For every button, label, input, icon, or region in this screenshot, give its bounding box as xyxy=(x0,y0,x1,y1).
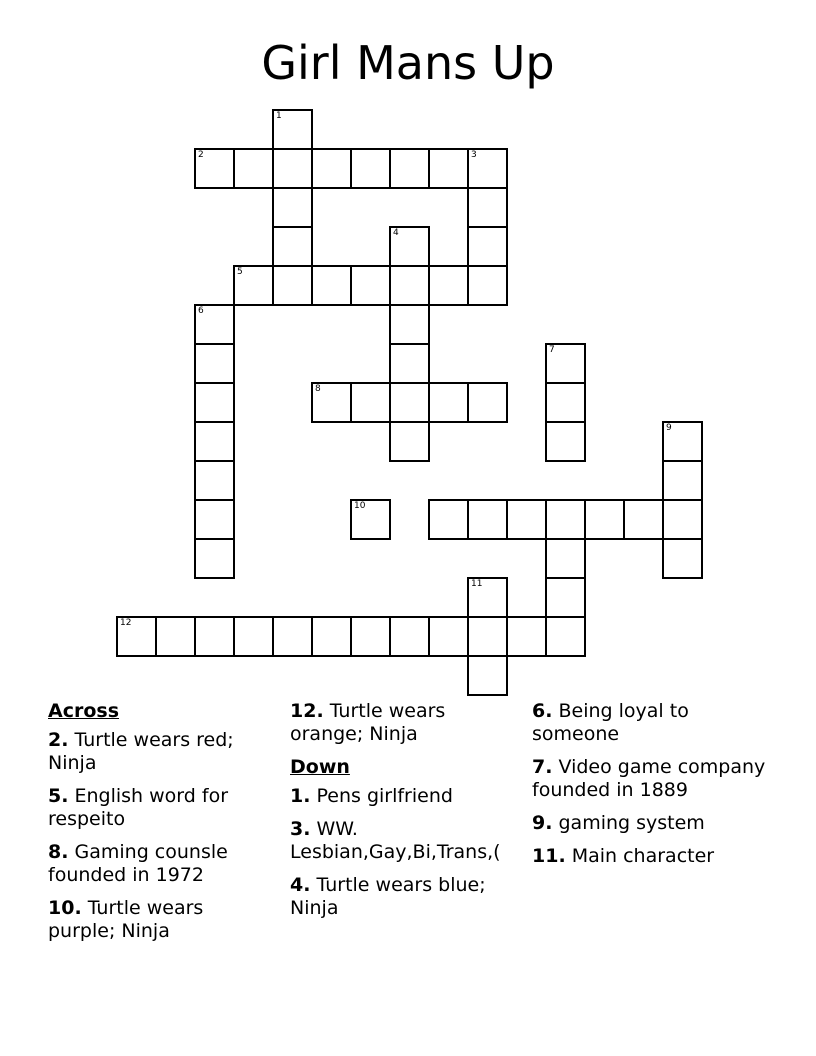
grid-cell[interactable] xyxy=(467,187,508,228)
clue-item-text: English word for respeito xyxy=(48,785,229,830)
grid-cell[interactable] xyxy=(662,460,703,501)
grid-cell[interactable] xyxy=(311,265,352,306)
grid-cell[interactable] xyxy=(311,148,352,189)
across-heading: Across xyxy=(48,700,120,722)
grid-cell[interactable] xyxy=(194,499,235,540)
grid-cell[interactable] xyxy=(428,148,469,189)
clue-item xyxy=(48,897,268,943)
grid-cell[interactable] xyxy=(194,538,235,579)
grid-cell[interactable] xyxy=(194,460,235,501)
grid-cell[interactable] xyxy=(389,304,430,345)
clue-item-number: 6. xyxy=(532,700,553,722)
clue-number: 8 xyxy=(315,384,321,394)
grid-cell[interactable] xyxy=(545,499,586,540)
grid-cell[interactable] xyxy=(272,148,313,189)
clue-item-number: 11. xyxy=(532,845,566,867)
grid-cell[interactable] xyxy=(350,148,391,189)
clue-number: 2 xyxy=(198,150,204,160)
grid-cell[interactable] xyxy=(467,265,508,306)
clue-item-number: 4. xyxy=(290,874,311,896)
grid-cell[interactable] xyxy=(272,226,313,267)
grid-cell[interactable] xyxy=(389,616,430,657)
across-clue-list-continued xyxy=(290,700,522,746)
clue-number: 11 xyxy=(471,579,483,589)
grid-cell[interactable] xyxy=(389,226,430,267)
clue-item xyxy=(48,729,268,775)
clue-item-text: Pens girlfriend xyxy=(310,785,453,807)
grid-cell[interactable] xyxy=(545,421,586,462)
grid-cell[interactable] xyxy=(545,538,586,579)
clue-number: 5 xyxy=(237,267,243,277)
down-clue-list xyxy=(290,785,522,920)
clue-item-number: 2. xyxy=(48,729,69,751)
grid-cell[interactable] xyxy=(467,148,508,189)
grid-cell[interactable] xyxy=(428,499,469,540)
grid-cell[interactable] xyxy=(350,616,391,657)
grid-cell[interactable] xyxy=(389,382,430,423)
clue-number: 9 xyxy=(666,423,672,433)
grid-cell[interactable] xyxy=(233,148,274,189)
clue-item-number: 1. xyxy=(290,785,311,807)
clue-number: 3 xyxy=(471,150,477,160)
clue-item xyxy=(532,700,772,746)
grid-cell[interactable] xyxy=(272,616,313,657)
clues-column-1 xyxy=(48,700,268,953)
grid-cell[interactable] xyxy=(194,616,235,657)
grid-cell[interactable] xyxy=(194,421,235,462)
clue-item-text: WW. Lesbian,Gay,Bi,Trans,( xyxy=(290,818,501,863)
grid-cell[interactable] xyxy=(467,226,508,267)
puzzle-title: Girl Mans Up xyxy=(261,36,555,90)
clue-number: 12 xyxy=(120,618,132,628)
grid-cell[interactable] xyxy=(311,382,352,423)
grid-cell[interactable] xyxy=(506,499,547,540)
clue-item-number: 10. xyxy=(48,897,82,919)
clue-item xyxy=(48,785,268,831)
clue-number: 4 xyxy=(393,228,399,238)
clue-item xyxy=(290,700,522,746)
clue-number: 1 xyxy=(276,111,282,121)
grid-cell[interactable] xyxy=(233,265,274,306)
grid-cell[interactable] xyxy=(194,148,235,189)
clue-item-text: Turtle wears red; Ninja xyxy=(48,729,234,774)
grid-cell[interactable] xyxy=(311,616,352,657)
grid-cell[interactable] xyxy=(662,421,703,462)
clues-column-2 xyxy=(290,700,522,930)
grid-cell[interactable] xyxy=(584,499,625,540)
grid-cell[interactable] xyxy=(467,655,508,696)
clue-item-text: Being loyal to someone xyxy=(532,700,689,745)
grid-cell[interactable] xyxy=(428,382,469,423)
grid-cell[interactable] xyxy=(272,109,313,150)
grid-cell[interactable] xyxy=(233,616,274,657)
clue-item-number: 3. xyxy=(290,818,311,840)
clue-item xyxy=(290,818,522,864)
grid-cell[interactable] xyxy=(467,382,508,423)
clue-item-text: Video game company founded in 1889 xyxy=(532,756,766,801)
clue-item-number: 12. xyxy=(290,700,324,722)
clue-number: 7 xyxy=(549,345,555,355)
grid-cell[interactable] xyxy=(662,538,703,579)
clue-item xyxy=(532,812,772,835)
grid-cell[interactable] xyxy=(272,265,313,306)
grid-cell[interactable] xyxy=(467,616,508,657)
grid-cell[interactable] xyxy=(116,616,157,657)
grid-cell[interactable] xyxy=(545,616,586,657)
clue-item-number: 5. xyxy=(48,785,69,807)
clue-number: 10 xyxy=(354,501,366,511)
clue-item-number: 9. xyxy=(532,812,553,834)
clue-item-number: 8. xyxy=(48,841,69,863)
clue-item-number: 7. xyxy=(532,756,553,778)
clue-item-text: Gaming counsle founded in 1972 xyxy=(48,841,228,886)
grid-cell[interactable] xyxy=(350,382,391,423)
grid-cell[interactable] xyxy=(545,577,586,618)
grid-cell[interactable] xyxy=(389,343,430,384)
clue-item-text: Turtle wears blue; Ninja xyxy=(290,874,486,919)
grid-cell[interactable] xyxy=(428,265,469,306)
clue-item-text: Turtle wears purple; Ninja xyxy=(48,897,204,942)
grid-cell[interactable] xyxy=(428,616,469,657)
grid-cell[interactable] xyxy=(467,499,508,540)
grid-cell[interactable] xyxy=(155,616,196,657)
grid-cell[interactable] xyxy=(389,148,430,189)
clues-column-3 xyxy=(532,700,772,878)
down-clue-list-continued xyxy=(532,700,772,868)
grid-cell[interactable] xyxy=(194,304,235,345)
clue-item xyxy=(532,845,772,868)
clue-item xyxy=(290,874,522,920)
grid-cell[interactable] xyxy=(350,499,391,540)
grid-cell[interactable] xyxy=(194,343,235,384)
clue-item xyxy=(532,756,772,802)
grid-cell[interactable] xyxy=(272,187,313,228)
clue-item-text: Turtle wears orange; Ninja xyxy=(290,700,446,745)
grid-cell[interactable] xyxy=(194,382,235,423)
grid-cell[interactable] xyxy=(662,499,703,540)
grid-cell[interactable] xyxy=(545,382,586,423)
grid-cell[interactable] xyxy=(506,616,547,657)
clue-item xyxy=(48,841,268,887)
across-clue-list xyxy=(48,729,268,943)
grid-cell[interactable] xyxy=(389,265,430,306)
grid-cell[interactable] xyxy=(350,265,391,306)
clue-item xyxy=(290,785,522,808)
grid-cell[interactable] xyxy=(545,343,586,384)
grid-cell[interactable] xyxy=(389,421,430,462)
clue-item-text: gaming system xyxy=(552,812,705,834)
down-heading: Down xyxy=(290,756,350,778)
grid-cell[interactable] xyxy=(467,577,508,618)
grid-cell[interactable] xyxy=(623,499,664,540)
clue-number: 6 xyxy=(198,306,204,316)
clue-item-text: Main character xyxy=(565,845,715,867)
